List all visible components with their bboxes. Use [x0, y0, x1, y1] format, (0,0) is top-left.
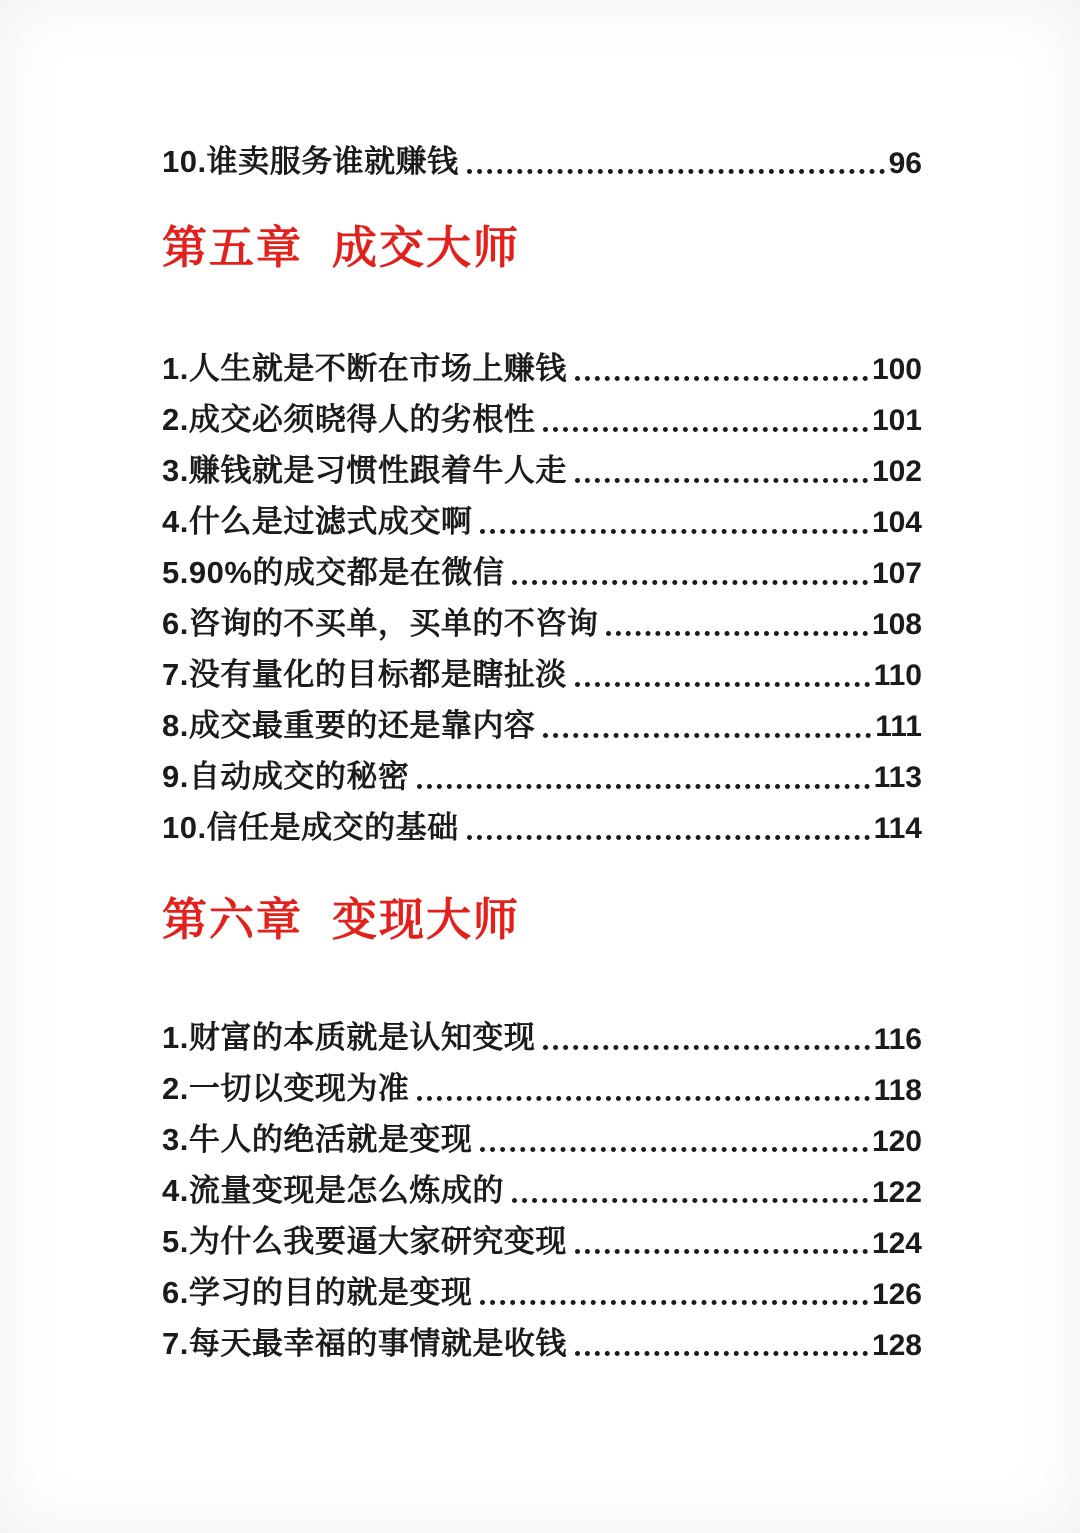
toc-entry [162, 539, 922, 590]
entry-page-number: 124 [871, 1226, 922, 1260]
entry-title: 1.人生就是不断在市场上赚钱 [162, 350, 567, 386]
dot-leader [417, 1096, 869, 1101]
dot-leader [467, 835, 870, 840]
toc-entry [162, 386, 922, 437]
entry-title: 4.什么是过滤式成交啊 [162, 503, 473, 539]
toc-entry [162, 743, 922, 794]
entry-title: 2.成交必须晓得人的劣根性 [162, 401, 536, 437]
entry-page-number: 101 [871, 404, 922, 437]
entry-page-number: 104 [871, 506, 922, 539]
entry-title: 10.谁卖服务谁就赚钱 [162, 144, 459, 180]
dot-leader [480, 1300, 868, 1305]
entry-title: 5.为什么我要逼大家研究变现 [162, 1224, 567, 1260]
toc-item-list [162, 128, 922, 179]
dot-leader [467, 169, 885, 174]
toc-entry [162, 1157, 922, 1208]
dot-leader [417, 784, 869, 789]
toc-entry [162, 437, 922, 488]
dot-leader [543, 427, 868, 432]
entry-page-number: 100 [871, 353, 922, 386]
dot-leader [606, 631, 868, 636]
entry-page-number: 118 [873, 1073, 922, 1107]
toc-entry [162, 692, 922, 743]
entry-title: 6.学习的目的就是变现 [162, 1275, 473, 1311]
toc-entry [162, 794, 922, 845]
entry-page-number: 128 [871, 1328, 922, 1362]
dot-leader [575, 682, 870, 687]
toc-entry [162, 641, 922, 692]
entry-title: 9.自动成交的秘密 [162, 758, 410, 794]
dot-leader [575, 1351, 868, 1356]
dot-leader [512, 580, 868, 585]
dot-leader [480, 1147, 868, 1152]
entry-title: 2.一切以变现为准 [162, 1071, 410, 1107]
entry-page-number: 108 [871, 608, 922, 641]
entry-title: 8.成交最重要的还是靠内容 [162, 707, 536, 743]
entry-page-number: 102 [871, 455, 922, 488]
entry-page-number: 122 [871, 1175, 922, 1209]
entry-page-number: 116 [873, 1022, 922, 1056]
entry-title: 5.90%的成交都是在微信 [162, 554, 505, 590]
toc-entry [162, 128, 922, 179]
chapter-heading: 第五章 成交大师 [162, 222, 521, 273]
toc-entry [162, 590, 922, 641]
entry-page-number: 114 [873, 812, 922, 845]
entry-page-number: 110 [873, 659, 922, 692]
entry-page-number: 96 [888, 146, 922, 180]
entry-title: 1.财富的本质就是认知变现 [162, 1020, 536, 1056]
chapter-heading: 第六章 变现大师 [162, 893, 521, 945]
entry-title: 10.信任是成交的基础 [162, 809, 459, 845]
toc-item-list [162, 335, 922, 845]
toc-entry [162, 1055, 922, 1106]
dot-leader [543, 1045, 869, 1050]
toc-entry [162, 1259, 922, 1310]
entry-page-number: 111 [875, 710, 922, 743]
entry-page-number: 107 [871, 557, 922, 590]
entry-page-number: 120 [871, 1124, 922, 1158]
entry-title: 7.没有量化的目标都是瞎扯淡 [162, 656, 567, 692]
dot-leader [512, 1198, 868, 1203]
toc-entry [162, 1208, 922, 1259]
entry-title: 6.咨询的不买单，买单的不咨询 [162, 605, 599, 641]
entry-page-number: 126 [871, 1277, 922, 1311]
dot-leader [575, 478, 868, 483]
dot-leader [575, 1249, 868, 1254]
entry-title: 7.每天最幸福的事情就是收钱 [162, 1326, 567, 1362]
entry-title: 3.赚钱就是习惯性跟着牛人走 [162, 452, 567, 488]
toc-entry [162, 488, 922, 539]
dot-leader [543, 733, 871, 738]
entry-page-number: 113 [873, 761, 922, 794]
entry-title: 4.流量变现是怎么炼成的 [162, 1173, 504, 1209]
toc-entry [162, 335, 922, 386]
toc-entry [162, 1106, 922, 1157]
toc-content [162, 128, 922, 1361]
toc-entry [162, 1004, 922, 1055]
dot-leader [575, 376, 868, 381]
toc-item-list [162, 1004, 922, 1361]
toc-entry [162, 1310, 922, 1361]
entry-title: 3.牛人的绝活就是变现 [162, 1122, 473, 1158]
dot-leader [480, 529, 868, 534]
